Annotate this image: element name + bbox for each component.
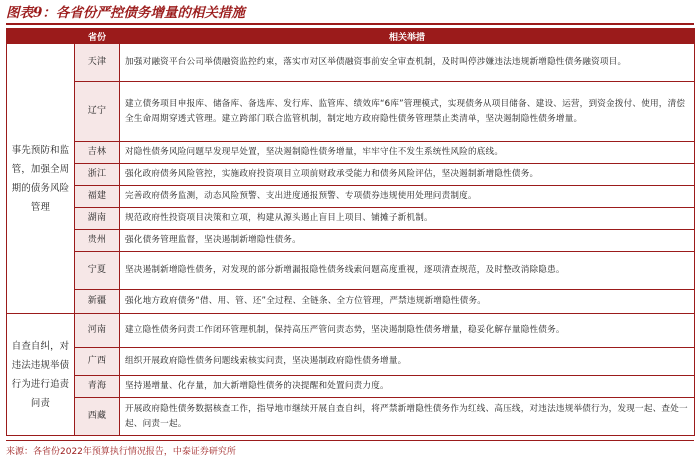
header-category	[7, 29, 75, 44]
table-row	[7, 44, 695, 82]
figure-title: 图表9：各省份严控债务增量的相关措施	[6, 3, 694, 25]
source-note: 来源：各省份2022年预算执行情况报告，中泰证券研究所	[6, 440, 694, 457]
measure-cell: 规范政府性投资项目决策和立项，构建从源头遏止盲目上项目、铺摊子新机制。	[120, 208, 695, 230]
category-cell: 事先预防和监管，加强全周期的债务风险管理	[7, 44, 75, 314]
measure-cell: 坚持遏增量、化存量，加大新增隐性债务的决提醒和处置问责力度。	[120, 376, 695, 398]
measure-cell: 强化债务管理监督，坚决遏制新增隐性债务。	[120, 230, 695, 252]
measure-cell: 强化政府债务风险管控，实施政府投资项目立项前财政承受能力和债务风险评估，坚决遏制新增隐性债务。	[120, 164, 695, 186]
measure-cell: 建立隐性债务问责工作闭环管理机制，保持高压严管问责态势，坚决遏制隐性债务增量，稳妥化解存量隐性债务。	[120, 314, 695, 348]
measure-cell: 对隐性债务风险问题早发现早处置，坚决遏制隐性债务增量，牢牢守住不发生系统性风险的底线。	[120, 142, 695, 164]
header-measures: 相关举措	[120, 29, 695, 44]
table-row	[7, 82, 695, 142]
table-row	[7, 348, 695, 376]
table-row	[7, 164, 695, 186]
measure-cell: 开展政府隐性债务数据核查工作，指导地市继续开展自查自纠，将严禁新增隐性债务作为红线、高压线，对违法违规举债行为，发现一起、查处一起、问责一起。	[120, 398, 695, 436]
province-cell: 浙江	[75, 164, 120, 186]
province-cell: 青海	[75, 376, 120, 398]
table-row	[7, 314, 695, 348]
table-row	[7, 208, 695, 230]
province-cell: 辽宁	[75, 82, 120, 142]
header-province: 省份	[75, 29, 120, 44]
measure-cell: 加强对融资平台公司举债融资监控约束，落实市对区举债融资事前安全审查机制，及时叫停涉嫌违法违规新增隐性债务融资项目。	[120, 44, 695, 82]
province-cell: 西藏	[75, 398, 120, 436]
province-cell: 贵州	[75, 230, 120, 252]
table-row	[7, 186, 695, 208]
province-cell: 湖南	[75, 208, 120, 230]
measure-cell: 完善政府债务监测，动态风险预警、支出进度通报预警、专项债券违规使用处理问责制度。	[120, 186, 695, 208]
province-cell: 河南	[75, 314, 120, 348]
measure-cell: 坚决遏制新增隐性债务，对发现的部分新增漏报隐性债务线索问题高度重视，逐项清查规范，及时整改消除隐患。	[120, 252, 695, 290]
table-row	[7, 252, 695, 290]
measure-cell: 组织开展政府隐性债务问题线索核实问责，坚决遏制政府隐性债务增量。	[120, 348, 695, 376]
province-cell: 新疆	[75, 290, 120, 314]
table-row	[7, 290, 695, 314]
measure-cell: 建立债务项目申报库、储备库、备选库、发行库、监管库、绩效库“6库”管理模式，实现债务从项目储备、建设、运营，到资金拨付、使用，清偿全生命周期穿透式管理。建立跨部门联合监管机制，制定地方政府隐性债务管理禁止类清单，坚决遏制隐性债务增量。	[120, 82, 695, 142]
province-cell: 福建	[75, 186, 120, 208]
province-cell: 吉林	[75, 142, 120, 164]
category-cell: 自查自纠，对违法违规举债行为进行追责问责	[7, 314, 75, 436]
table-row	[7, 230, 695, 252]
measure-cell: 强化地方政府债务“借、用、管、还”全过程、全链条、全方位管理，严禁违规新增隐性债务。	[120, 290, 695, 314]
table-header-row	[7, 29, 695, 44]
table-row	[7, 142, 695, 164]
measures-table	[6, 28, 695, 436]
table-row	[7, 376, 695, 398]
table-row	[7, 398, 695, 436]
province-cell: 天津	[75, 44, 120, 82]
province-cell: 宁夏	[75, 252, 120, 290]
province-cell: 广西	[75, 348, 120, 376]
